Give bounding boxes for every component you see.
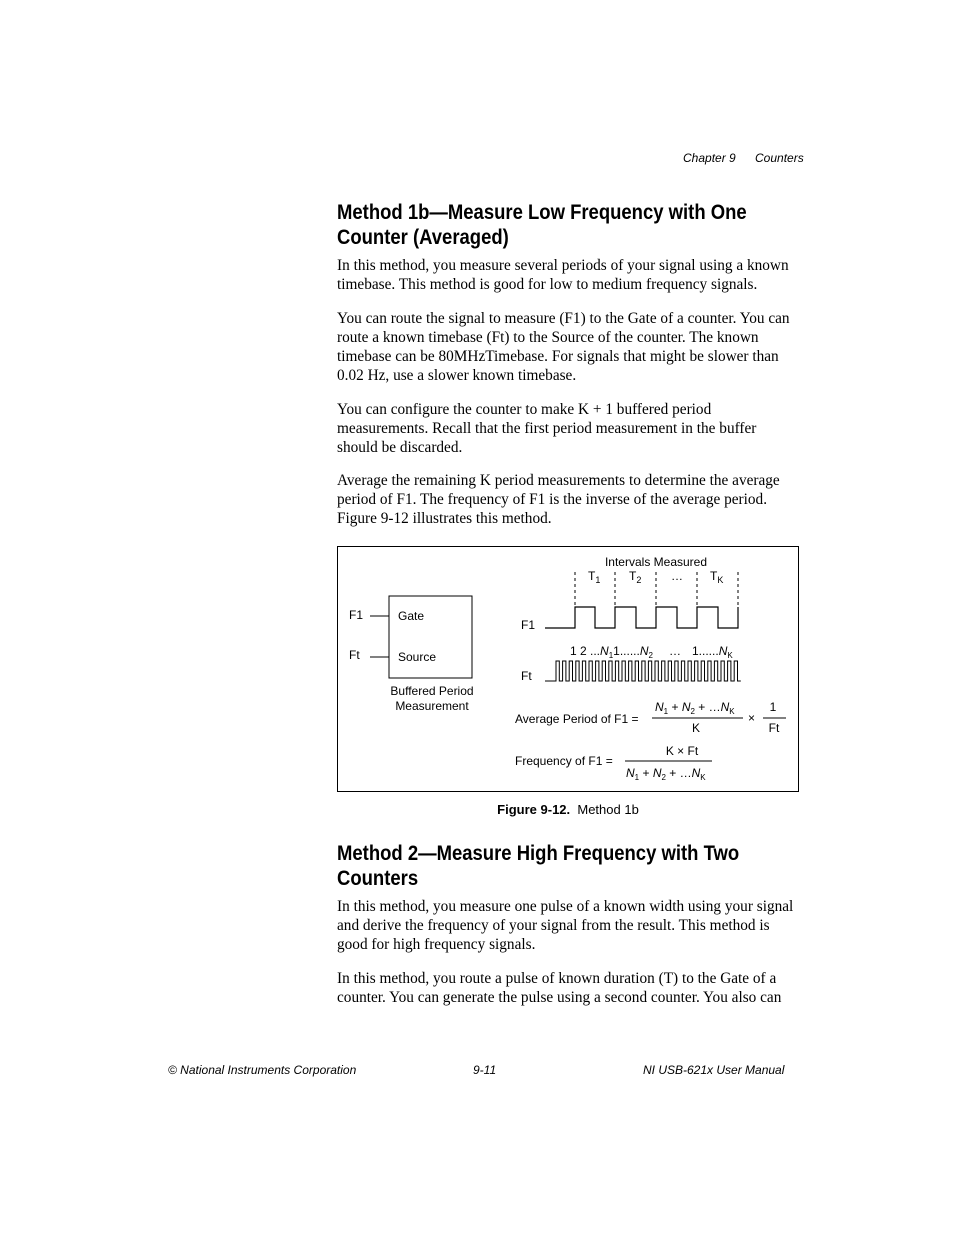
t-ellipsis: … <box>671 569 683 583</box>
block-caption-line1: Buffered Period <box>390 684 474 698</box>
ft-signal-label: Ft <box>521 669 532 683</box>
method-1b-diagram <box>338 547 798 791</box>
footer-page-number: 9-11 <box>473 1063 497 1077</box>
tk-label: $T_K$ <box>710 569 724 585</box>
frequency-numerator: K × Ft <box>665 744 699 758</box>
svg-text:…: … <box>669 644 681 658</box>
average-numerator: $N_1 + N_2$ + $\dots N_K$ <box>655 700 735 716</box>
paragraph: Average the remaining K period measurements to determine the average period of F1. The frequency of F1 is the inverse of the average period. Figure 9-12 illustrates this method. <box>337 472 780 527</box>
tick-counts <box>570 644 733 660</box>
frequency-label: Frequency of F1 = <box>515 754 613 768</box>
t1-label: $T_1$ <box>588 569 601 585</box>
times-sign: × <box>748 711 756 725</box>
footer-copyright: © National Instruments Corporation <box>168 1063 357 1077</box>
f1-waveform <box>545 607 738 628</box>
paragraph: You can route the signal to measure (F1) to the Gate of a counter. You can route a known timebase (Ft) to the Source of the counter. The known timebase can be 80MHzTimebase. For signals that might be slower than 0.02 Hz, use a slower known timebase. <box>337 310 790 384</box>
source-label: Source <box>398 650 437 664</box>
t2-label: $T_2$ <box>629 569 642 585</box>
footer-manual-title: NI USB-621x User Manual <box>643 1063 785 1077</box>
paragraph: In this method, you measure one pulse of a known width using your signal and derive the frequency of your signal from the result. This method is good for high frequency signals. <box>337 898 794 953</box>
frequency-denominator: $N_1 + N_2$ + $\dots N_K$ <box>626 766 706 782</box>
ft-input-label: Ft <box>349 648 360 662</box>
figure-caption: Figure 9-12. Method 1b <box>497 802 639 817</box>
intervals-measured-label: Intervals Measured <box>604 555 708 569</box>
reciprocal-numerator: 1 <box>769 700 777 714</box>
header-section: Counters <box>755 151 804 165</box>
gate-label: Gate <box>398 609 425 623</box>
reciprocal-denominator: Ft <box>768 721 780 735</box>
header-chapter: Chapter 9 <box>683 151 736 165</box>
block-caption-line2: Measurement <box>395 699 469 713</box>
paragraph: In this method, you measure several periods of your signal using a known timebase. This method is good for low to medium frequency signals. <box>337 257 789 293</box>
f1-signal-label: F1 <box>521 618 536 632</box>
average-period-label: Average Period of F1 = <box>515 712 639 726</box>
interval-labels <box>588 569 723 585</box>
paragraph: In this method, you route a pulse of known duration (T) to the Gate of a counter. You can generate the pulse using a second counter. You also can <box>337 970 782 1006</box>
average-denominator: K <box>691 721 701 735</box>
figure-9-12 <box>337 546 799 792</box>
f1-input-label: F1 <box>349 608 364 622</box>
section-heading-method-1b: Method 1b—Measure Low Frequency with One Counter (Averaged) <box>337 201 747 249</box>
ft-waveform <box>545 661 741 681</box>
section-heading-method-2: Method 2—Measure High Frequency with Two Counters <box>337 842 740 890</box>
svg-text:1 2 ...N11......N2: 1 2 $...N_11......N_2$ <box>570 644 653 660</box>
paragraph: You can configure the counter to make K + 1 buffered period measurements. Recall that the first period measurement in the buffer should be discarded. <box>337 401 757 456</box>
svg-text:1......NK: $1......N_K$ <box>692 644 733 660</box>
